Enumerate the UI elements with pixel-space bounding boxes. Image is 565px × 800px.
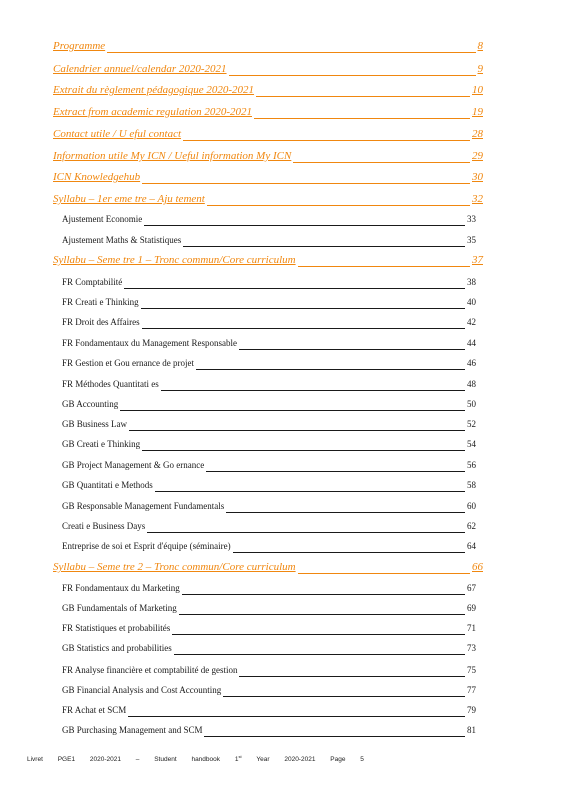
- toc-entry-title: GB Purchasing Management and SCM: [62, 725, 203, 735]
- toc-entry-page: 54: [467, 439, 476, 449]
- toc-entry[interactable]: [0, 602, 565, 618]
- toc-entry-title: Contact utile / U eful contact: [53, 128, 182, 140]
- toc-entry-title: FR Méthodes Quantitati es: [62, 379, 159, 389]
- toc-entry-page: 67: [467, 583, 476, 593]
- toc-entry-title: GB Responsable Management Fundamentals: [62, 501, 225, 511]
- toc-entry-page: 60: [467, 501, 476, 511]
- toc-entry[interactable]: [0, 561, 565, 577]
- toc-leader-line: [183, 246, 465, 247]
- toc-entry-page: 64: [467, 541, 476, 551]
- toc-entry-title: FR Fondamentaux du Marketing: [62, 583, 180, 593]
- toc-leader-line: [239, 349, 465, 350]
- toc-entry-page: 35: [467, 235, 476, 245]
- toc-entry-title: Extract from academic regulation 2020-2021: [53, 106, 252, 118]
- toc-leader-line: [124, 288, 465, 289]
- toc-entry-title: ICN Knowledgehub: [53, 171, 141, 183]
- footer-audience: Student: [154, 756, 177, 764]
- toc-entry-title: Information utile My ICN / Ueful information My ICN: [53, 150, 292, 162]
- toc-entry-page: 81: [467, 725, 476, 735]
- toc-entry[interactable]: [0, 582, 565, 598]
- toc-entry-page: 58: [467, 480, 476, 490]
- toc-entry-title: GB Business Law: [62, 419, 127, 429]
- toc-leader-line: [196, 369, 465, 370]
- toc-entry[interactable]: [0, 459, 565, 475]
- toc-entry[interactable]: [0, 357, 565, 373]
- footer-year-range: 2020-2021: [284, 756, 316, 764]
- toc-entry[interactable]: [0, 128, 565, 144]
- toc-entry-page: 66: [472, 561, 483, 573]
- footer-year-num: 1st: [234, 754, 242, 764]
- toc-entry[interactable]: [0, 704, 565, 720]
- toc-entry-title: Ajustement Economie: [62, 214, 143, 224]
- toc-leader-line: [142, 450, 465, 451]
- toc-entry[interactable]: [0, 724, 565, 740]
- toc-entry[interactable]: [0, 479, 565, 495]
- toc-entry-title: FR Fondamentaux du Management Responsable: [62, 338, 237, 348]
- toc-leader-line: [233, 552, 465, 553]
- toc-leader-line: [144, 225, 465, 226]
- toc-entry-title: Syllabu – 1er eme tre – Aju tement: [53, 193, 205, 205]
- toc-entry-page: 28: [472, 128, 483, 140]
- toc-entry-title: Extrait du règlement pédagogique 2020-2021: [53, 84, 255, 96]
- toc-leader-line: [239, 676, 465, 677]
- footer-doc: Livret: [27, 756, 43, 764]
- footer-page-label: Page: [330, 756, 346, 764]
- toc-entry-page: 40: [467, 297, 476, 307]
- toc-entry[interactable]: [0, 40, 565, 56]
- toc-entry-title: Entreprise de soi et Esprit d'équipe (séminaire): [62, 541, 231, 551]
- toc-entry[interactable]: [0, 213, 565, 229]
- toc-entry-page: 77: [467, 685, 476, 695]
- toc-entry[interactable]: [0, 398, 565, 414]
- toc-entry-page: 62: [467, 521, 476, 531]
- footer-kind: handbook: [191, 756, 221, 764]
- toc-entry[interactable]: [0, 193, 565, 209]
- toc-entry-title: GB Statistics and probabilities: [62, 643, 172, 653]
- toc-entry[interactable]: [0, 150, 565, 166]
- toc-entry-title: FR Gestion et Gou ernance de projet: [62, 358, 194, 368]
- toc-entry-page: 44: [467, 338, 476, 348]
- toc-leader-line: [141, 308, 465, 309]
- toc-entry-page: 48: [467, 379, 476, 389]
- toc-entry-title: FR Analyse financière et comptabilité de gestion: [62, 665, 238, 675]
- toc-entry-title: Syllabu – Seme tre 1 – Tronc commun/Core curriculum: [53, 254, 296, 266]
- toc-leader-line: [256, 96, 470, 97]
- toc-leader-line: [204, 736, 465, 737]
- toc-entry-page: 29: [472, 150, 483, 162]
- toc-entry-page: 56: [467, 460, 476, 470]
- toc-leader-line: [182, 594, 465, 595]
- toc-entry[interactable]: [0, 63, 565, 79]
- toc-entry-title: Programme: [53, 40, 106, 52]
- toc-entry[interactable]: [0, 684, 565, 700]
- toc-leader-line: [155, 491, 465, 492]
- toc-leader-line: [183, 140, 470, 141]
- toc-entry[interactable]: [0, 106, 565, 122]
- toc-leader-line: [223, 696, 465, 697]
- toc-entry-title: GB Fundamentals of Marketing: [62, 603, 177, 613]
- toc-entry-page: 32: [472, 193, 483, 205]
- toc-entry-page: 75: [467, 665, 476, 675]
- toc-entry-title: GB Quantitati e Methods: [62, 480, 153, 490]
- toc-entry-title: FR Statistiques et probabilités: [62, 623, 171, 633]
- toc-entry-title: Calendrier annuel/calendar 2020-2021: [53, 63, 227, 75]
- toc-leader-line: [161, 390, 465, 391]
- toc-entry[interactable]: [0, 438, 565, 454]
- toc-leader-line: [120, 410, 465, 411]
- toc-leader-line: [298, 573, 470, 574]
- toc-entry[interactable]: [0, 520, 565, 536]
- toc-entry-page: 71: [467, 623, 476, 633]
- toc-entry-title: FR Comptabilité: [62, 277, 123, 287]
- page-footer: [27, 754, 377, 763]
- toc-entry-page: 52: [467, 419, 476, 429]
- toc-entry-page: 19: [472, 106, 483, 118]
- toc-entry-page: 73: [467, 643, 476, 653]
- toc-entry-page: 69: [467, 603, 476, 613]
- toc-leader-line: [298, 266, 470, 267]
- toc-entry-page: 50: [467, 399, 476, 409]
- toc-entry[interactable]: [0, 254, 565, 270]
- toc-leader-line: [179, 614, 465, 615]
- toc-leader-line: [293, 162, 470, 163]
- toc-entry[interactable]: [0, 540, 565, 556]
- footer-dash: –: [135, 756, 140, 764]
- toc-entry-title: FR Achat et SCM: [62, 705, 127, 715]
- footer-year-label: Year: [256, 756, 270, 764]
- toc-leader-line: [142, 183, 470, 184]
- toc-entry-title: Creati e Business Days: [62, 521, 146, 531]
- toc-leader-line: [207, 205, 470, 206]
- toc-leader-line: [229, 75, 476, 76]
- toc-entry-page: 9: [477, 63, 483, 75]
- toc-entry-page: 33: [467, 214, 476, 224]
- toc-entry[interactable]: [0, 316, 565, 332]
- toc-entry-title: Ajustement Maths & Statistiques: [62, 235, 182, 245]
- toc-entry[interactable]: [0, 418, 565, 434]
- toc-entry[interactable]: [0, 84, 565, 100]
- toc-entry-title: GB Creati e Thinking: [62, 439, 141, 449]
- toc-entry-page: 10: [472, 84, 483, 96]
- toc-leader-line: [107, 52, 476, 53]
- toc-entry-page: 42: [467, 317, 476, 327]
- toc-leader-line: [226, 512, 465, 513]
- footer-page-num: 5: [360, 756, 364, 764]
- toc-entry[interactable]: [0, 337, 565, 353]
- toc-entry-page: 46: [467, 358, 476, 368]
- toc-leader-line: [254, 118, 470, 119]
- toc-entry[interactable]: [0, 500, 565, 516]
- toc-entry-page: 37: [472, 254, 483, 266]
- toc-entry[interactable]: [0, 642, 565, 658]
- toc-entry[interactable]: [0, 276, 565, 292]
- toc-entry-title: GB Accounting: [62, 399, 119, 409]
- toc-leader-line: [128, 716, 465, 717]
- toc-entry[interactable]: [0, 664, 565, 680]
- toc-entry-title: GB Financial Analysis and Cost Accounting: [62, 685, 222, 695]
- toc-entry[interactable]: [0, 234, 565, 250]
- toc-entry-title: FR Droit des Affaires: [62, 317, 140, 327]
- footer-years: 2020-2021: [89, 756, 121, 764]
- toc-entry-page: 79: [467, 705, 476, 715]
- toc-entry[interactable]: [0, 171, 565, 187]
- toc-leader-line: [206, 471, 465, 472]
- toc-entry-page: 8: [477, 40, 483, 52]
- footer-program: PGE1: [57, 756, 76, 764]
- toc-leader-line: [147, 532, 465, 533]
- toc-entry-title: GB Project Management & Go ernance: [62, 460, 205, 470]
- toc-leader-line: [129, 430, 465, 431]
- toc-entry-page: 38: [467, 277, 476, 287]
- toc-entry-title: FR Creati e Thinking: [62, 297, 139, 307]
- toc-leader-line: [172, 634, 465, 635]
- toc-entry-title: Syllabu – Seme tre 2 – Tronc commun/Core curriculum: [53, 561, 296, 573]
- toc-entry[interactable]: [0, 378, 565, 394]
- toc-leader-line: [142, 328, 465, 329]
- toc-entry[interactable]: [0, 296, 565, 312]
- toc-leader-line: [174, 654, 465, 655]
- toc-entry[interactable]: [0, 622, 565, 638]
- toc-entry-page: 30: [472, 171, 483, 183]
